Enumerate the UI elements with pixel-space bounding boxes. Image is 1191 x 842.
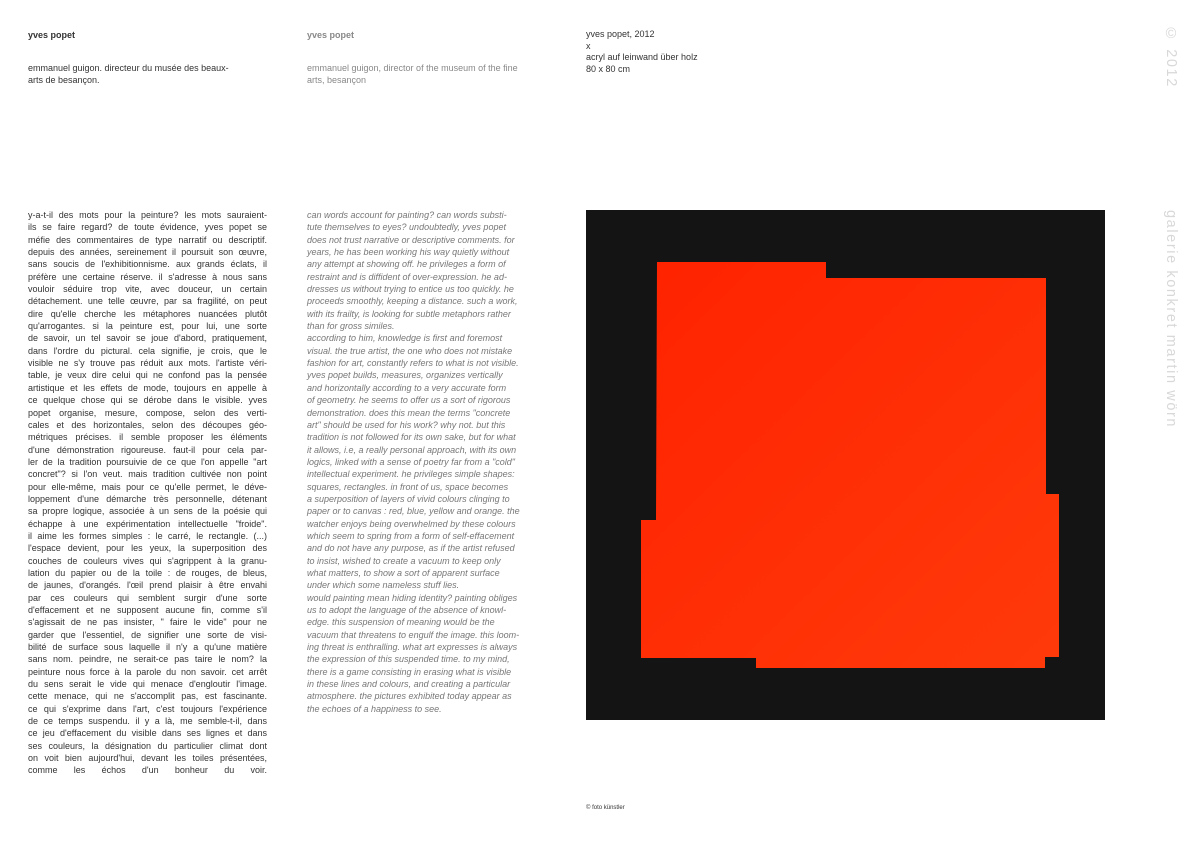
- body-text-line: any attempt at showing off. he privileges a form of: [307, 259, 506, 270]
- body-text-line: méfie des commentaires de type narratif ou descriptif.: [28, 234, 267, 245]
- body-text-line: bilité de surface sous laquelle il n'y a qu'une matière: [28, 642, 267, 653]
- body-text-line: on voit bien aujourd'hui, devant les toiles présentées,: [28, 753, 267, 764]
- body-text-line: cales et des horizontales, selon des découpes géo-: [28, 419, 267, 430]
- french-body-text: [28, 209, 267, 777]
- body-text-line: logics, linked with a sense of poetry far from a "cold": [307, 456, 515, 467]
- body-text-line: ing threat is enthralling. what art expresses is always: [307, 642, 518, 653]
- english-column-header: [307, 29, 557, 87]
- body-text-line: what matters, to show a sort of apparent surface: [307, 567, 500, 578]
- body-text-line: ses couleurs, la désignation du particulier climat dont: [28, 740, 267, 751]
- body-text-line: dresses us without trying to entice us too quickly. he: [307, 284, 514, 295]
- body-text-line: préfère une certaine réserve. il s'adresse à nous sans: [28, 271, 267, 282]
- body-text-line: atmosphere. the pictures exhibited today appear as: [307, 691, 512, 702]
- english-body-text: [307, 209, 557, 715]
- body-text-line: does not trust narrative or descriptive comments. for: [307, 234, 515, 245]
- body-text-line: there is a game consisting in erasing what is visible: [307, 666, 512, 677]
- body-text-line: in these lines and colours, and creating a particular: [307, 679, 511, 690]
- artwork-info-line: acryl auf leinwand über holz: [586, 52, 698, 62]
- body-text-line: intellectual experiment. he privileges simple shapes:: [307, 469, 515, 480]
- english-title: yves popet: [307, 30, 355, 40]
- body-text-line: tradition is not followed for its own sake, but for what: [307, 432, 516, 443]
- body-text-line: edge. this suspension of meaning would be the: [307, 617, 495, 628]
- body-text-line: to insist, wished to create a vacuum to keep only: [307, 555, 501, 566]
- body-text-line: restraint and is diffident of over-expression. he ad-: [307, 271, 507, 282]
- french-title: yves popet: [28, 30, 76, 40]
- painting-image: [586, 210, 1105, 720]
- body-text-line: ce jeu d'effacement du visible dans ses lignes et dans: [28, 728, 267, 739]
- body-text-line: years, he has been working his way quietly without: [307, 247, 510, 258]
- body-text-line: ils se faire regard? de toute évidence, yves popet se: [28, 222, 267, 233]
- body-text-line: watcher enjoys being overwhelmed by these colours: [307, 518, 516, 529]
- body-text-line: loppement d'une démarche très personnelle, détenant: [28, 493, 267, 504]
- english-subtitle-line: emmanuel guigon, director of the museum of the fine: [307, 63, 518, 73]
- body-text-line: métriques précises. il semble proposer les éléments: [28, 432, 267, 443]
- body-text-line: us to adopt the language of the absence of knowl-: [307, 605, 507, 615]
- body-text-line: par ces couleurs qui semblent surgir d'une sorte: [28, 592, 267, 603]
- copyright-vertical: © 2012: [1163, 26, 1179, 88]
- body-text-line: paper or to canvas : red, blue, yellow and orange. the: [307, 506, 520, 517]
- body-text-line: proceeds smoothly, keeping a distance. such a work,: [307, 296, 518, 307]
- body-text-line: du sens serait le vide qui menace d'engloutir l'image.: [28, 679, 267, 690]
- body-text-line: the expression of this suspended time. to my mind,: [307, 654, 510, 665]
- body-text-line: échappe à une expérimentation intellectuelle "froide".: [28, 518, 267, 529]
- body-text-line: vacuum that threatens to engulf the image. this loom-: [307, 629, 520, 640]
- body-text-line: y-a-t-il des mots pour la peinture? les mots sauraient-: [28, 210, 267, 220]
- body-text-line: il aime les formes simples : le carré, le rectangle. (...): [28, 530, 267, 541]
- french-subtitle-line: arts de besançon.: [28, 75, 100, 86]
- body-text-line: popet organise, mesure, compose, selon des verti-: [28, 407, 267, 418]
- body-text-line: visible ne s'y trouve pas réduit aux mots. l'artiste véri-: [28, 358, 267, 369]
- body-text-line: peinture nous force à la parole du non savoir. cet arrêt: [28, 666, 267, 677]
- body-text-line: sans soucis de l'exhibitionnisme. aux grands éclats, il: [28, 259, 267, 270]
- body-text-line: concret"? si l'on veut. mais tradition cultivée non point: [28, 469, 267, 480]
- body-text-line: d'une démonstration rigoureuse. faut-il pour cela par-: [28, 444, 267, 455]
- body-text-line: l'espace devient, pour les yeux, la superposition des: [28, 543, 267, 554]
- body-text-line: sans nom. peindre, ne serait-ce pas taire le nom? la: [28, 654, 267, 665]
- body-text-line: qu'arrogantes. si la peinture est, pour lui, une sorte: [28, 321, 267, 332]
- body-text-line: détachement. une telle œuvre, par sa fragilité, on peut: [28, 296, 267, 307]
- body-text-line: and horizontally according to a very accurate form: [307, 382, 507, 393]
- body-text-line: dire qu'elle cherche les métaphores nuancées plutôt: [28, 308, 267, 319]
- french-subtitle-line: emmanuel guigon. directeur du musée des beaux-: [28, 63, 229, 73]
- body-text-line: ce qui s'exprime dans l'art, c'est toujours l'expérience: [28, 703, 267, 714]
- body-text-line: a superposition of layers of vivid colours clinging to: [307, 493, 510, 504]
- body-text-line: ler de la tradition poursuivie de ce que l'on appelle "art: [28, 456, 267, 467]
- artwork-info-line: 80 x 80 cm: [586, 63, 631, 74]
- gallery-name-vertical: galerie konkret martin wörn: [1163, 210, 1179, 429]
- body-text-line: vouloir séduire trop vite, avec douceur, un certain: [28, 284, 267, 295]
- body-text-line: art" should be used for his work? why not. but this: [307, 419, 506, 430]
- body-text-line: garder que l'essentiel, de signifier une sorte de visi-: [28, 629, 267, 640]
- french-column-header: [28, 29, 268, 87]
- body-text-line: according to him, knowledge is first and foremost: [307, 333, 503, 344]
- body-text-line: and do not have any purpose, as if the artist refused: [307, 543, 515, 554]
- body-text-line: than for gross similes.: [307, 321, 395, 332]
- body-text-line: ce quelque chose qui se dérobe dans le visible. yves: [28, 395, 267, 406]
- body-text-line: de jaunes, d'orangés. l'œil prend plaisir à être envahi: [28, 580, 267, 591]
- english-subtitle: [307, 62, 557, 87]
- body-text-line: lation du papier ou de la toile : de rouges, de bleus,: [28, 567, 267, 578]
- english-subtitle-line: arts, besançon: [307, 75, 367, 86]
- body-text-line: demonstration. does this mean the terms "concrete: [307, 407, 511, 418]
- body-text-line: d'effacement et ne supposent aucune fin, comme s'il: [28, 605, 267, 615]
- body-text-line: sa propre logique, associée à un sens de la poésie qui: [28, 506, 267, 517]
- body-text-line: can words account for painting? can words substi-: [307, 210, 507, 220]
- body-text-line: which seem to spring from a form of self-effacement: [307, 530, 515, 541]
- french-subtitle: [28, 62, 268, 87]
- body-text-line: fashion for art, constantly refers to what is not visible.: [307, 358, 519, 369]
- artwork-info-line: yves popet, 2012: [586, 29, 655, 39]
- body-text-line: it allows, i.e, a really personal approach, with its own: [307, 444, 517, 455]
- body-text-line: tute themselves to eyes? undoubtedly, yves popet: [307, 222, 506, 233]
- body-text-line: comme les échos d'un bonheur du voir.: [28, 765, 267, 776]
- body-text-line: under which some nameless stuff lies.: [307, 580, 460, 591]
- body-text-line: artistique et les effets de mode, toujours en appelle à: [28, 382, 267, 393]
- body-text-line: visual. the true artist, the one who does not mistake: [307, 345, 513, 356]
- artwork-info: [586, 29, 806, 75]
- body-text-line: would painting mean hiding identity? painting obliges: [307, 592, 518, 603]
- body-text-line: de ce temps suspendu. il y a là, me semble-t-il, dans: [28, 716, 267, 727]
- body-text-line: with its frailty, is looking for subtle metaphors rather: [307, 308, 511, 319]
- body-text-line: table, je veux dire celui qui ne confond pas la pensée: [28, 370, 267, 381]
- body-text-line: dans l'ordre du pictural. cela signifie, je crois, que le: [28, 345, 267, 356]
- photo-credit: © foto künstler: [586, 805, 625, 811]
- artwork-info-line: x: [586, 40, 591, 51]
- body-text-line: s'agissait de ne pas insister, " faire le vide" pour ne: [28, 617, 267, 628]
- body-text-line: depuis des années, sereinement il poursuit son œuvre,: [28, 247, 267, 258]
- body-text-line: de savoir, un tel savoir se joue d'abord, pratiquement,: [28, 333, 267, 344]
- body-text-line: pour elle-même, mais pour ce qu'elle permet, le déve-: [28, 481, 267, 492]
- body-text-line: of geometry. he seems to offer us a sort of rigorous: [307, 395, 511, 406]
- body-text-line: squares, rectangles. in front of us, space becomes: [307, 481, 509, 492]
- body-text-line: the echoes of a happiness to see.: [307, 703, 442, 714]
- body-text-line: cette menace, qui ne s'accomplit pas, est fascinante.: [28, 691, 267, 702]
- body-text-line: yves popet builds, measures, organizes vertically: [307, 370, 503, 381]
- red-square-shape: [641, 262, 1059, 668]
- body-text-line: couches de couleurs vives qui s'agrippent à la granu-: [28, 555, 267, 566]
